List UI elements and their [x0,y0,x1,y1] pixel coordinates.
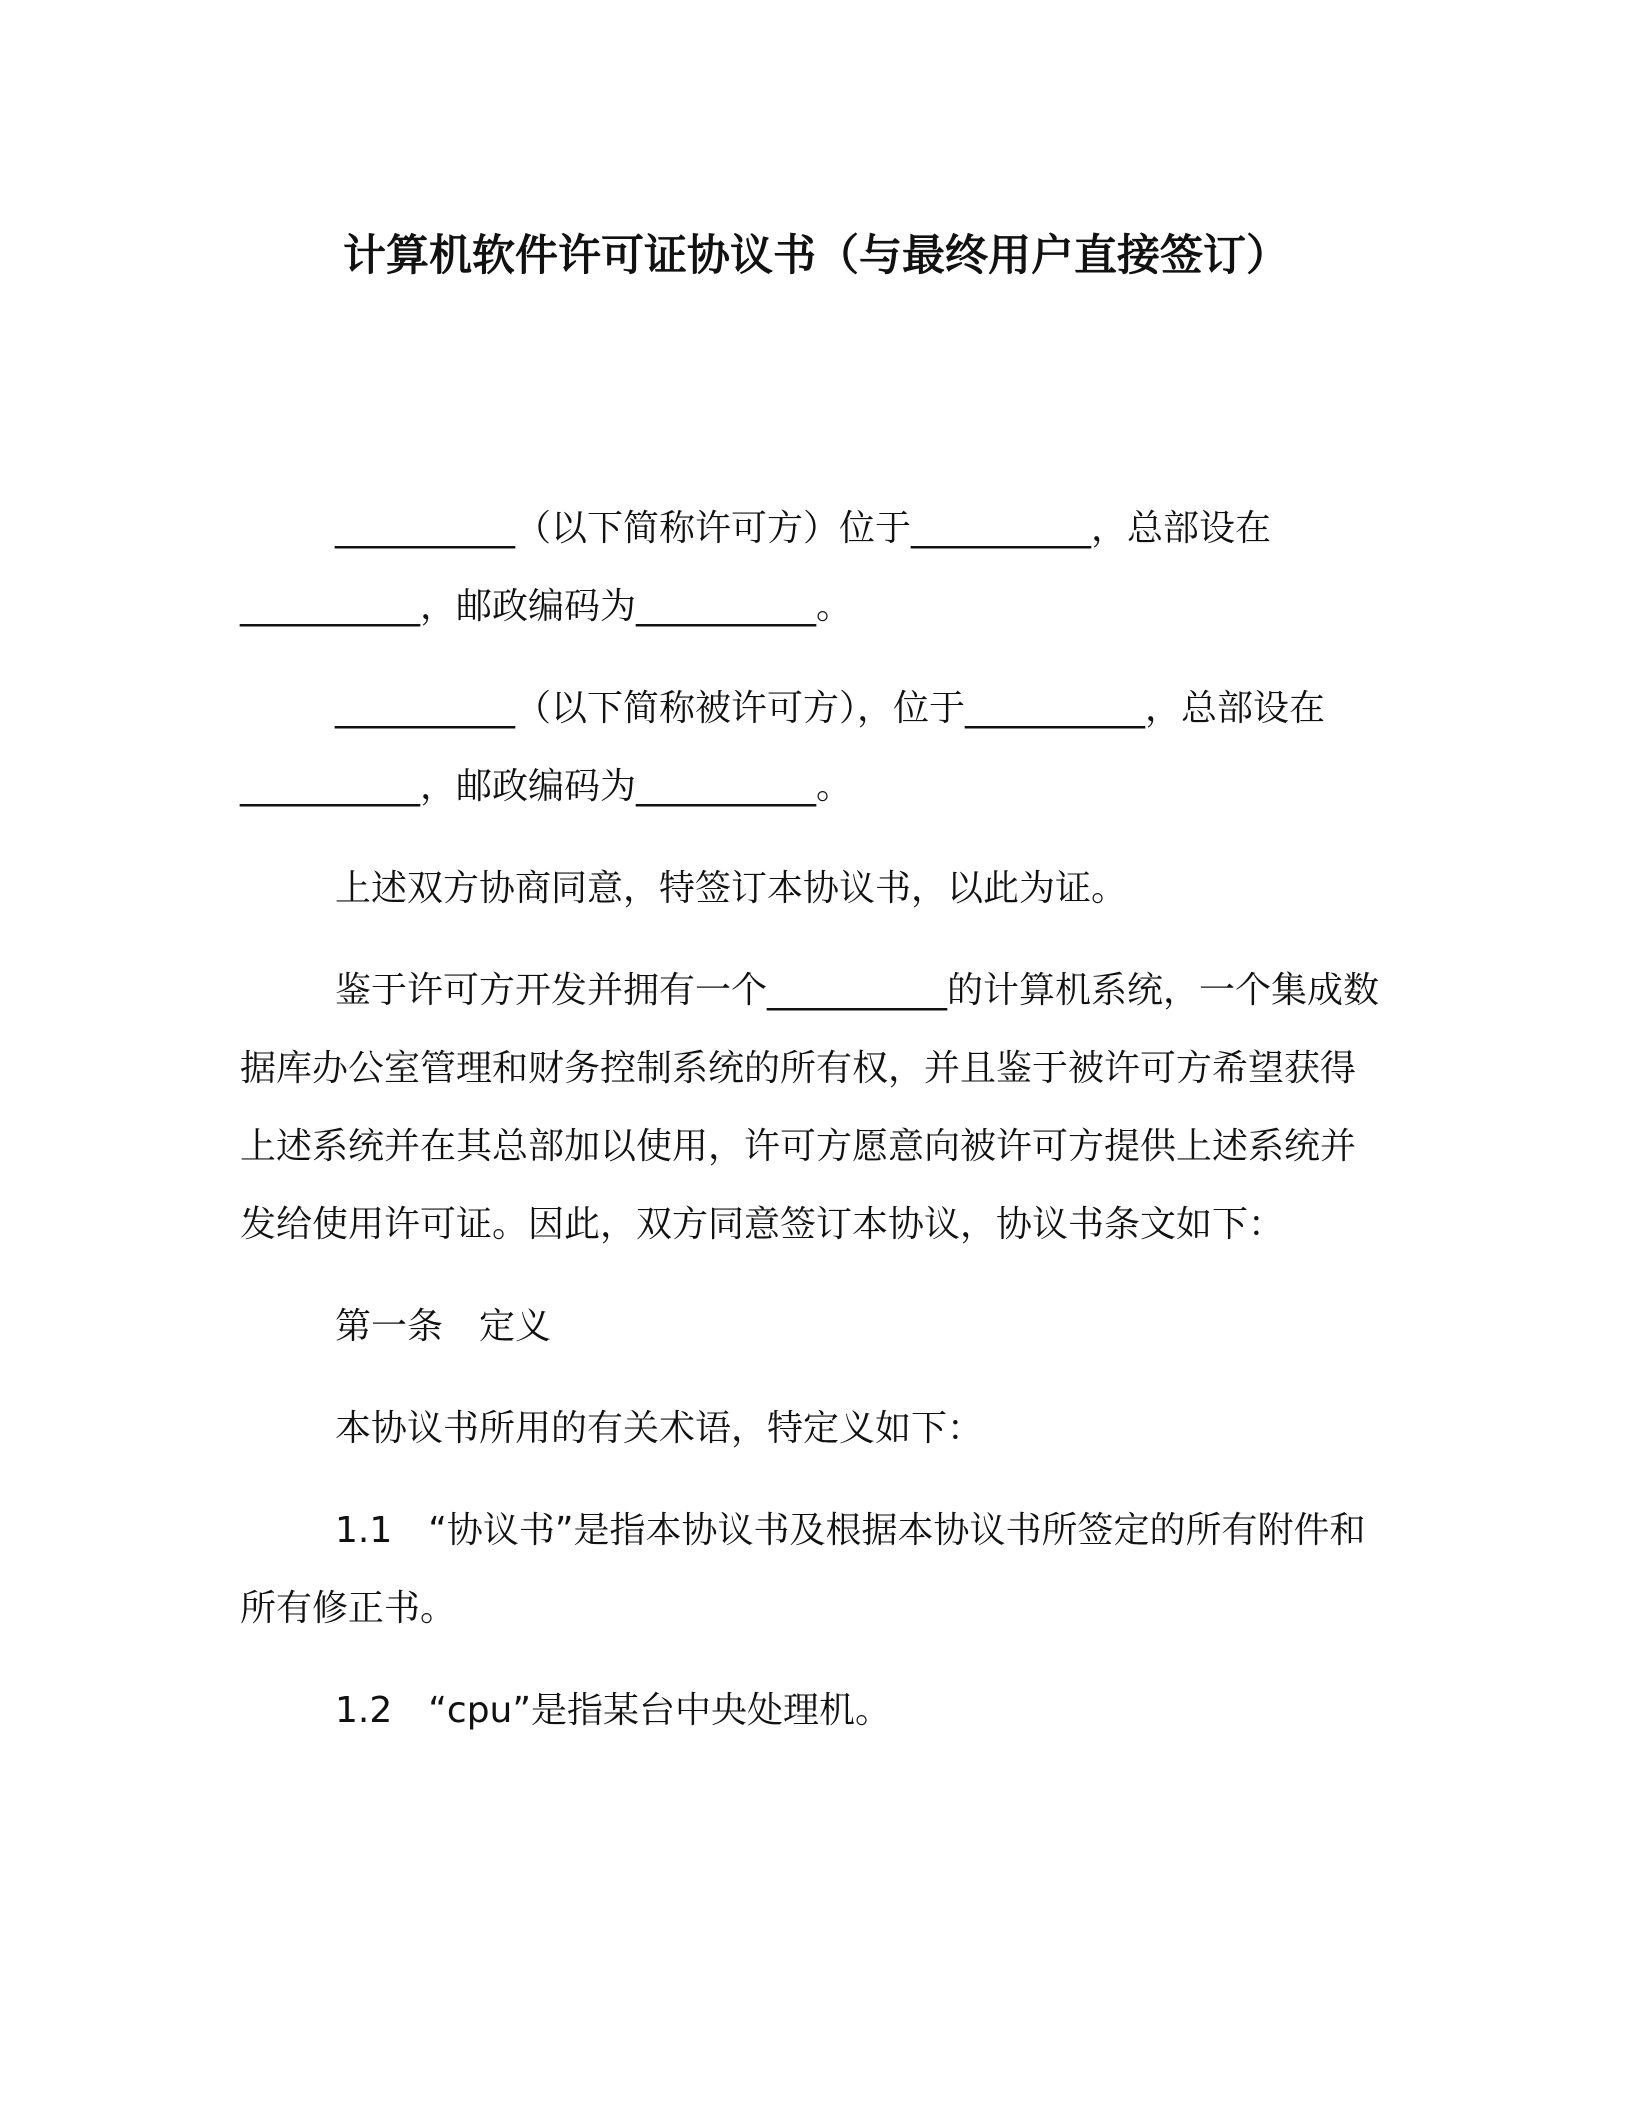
document-title: 计算机软件许可证协议书（与最终用户直接签订） [343,231,1289,281]
recital-paragraph: 鉴于许可方开发并拥有一个__________的计算机系统，一个集成数据库办公室管理和财务控制系统的所有权，并且鉴于被许可方希望获得上述系统并在其总部加以使用，许可方愿意向被许可方提供上述系统并发给使用许可证。因此，双方同意签订本协议，协议书条文如下： [240,970,1380,1245]
document-body [240,490,1380,1774]
licensor-paragraph: __________（以下简称许可方）位于__________，总部设在__________，邮政编码为__________。 [240,508,1272,627]
definition-1-2: 1.2 “cpu”是指某台中央处理机。 [335,1690,892,1731]
article-heading: 第一条 定义 [335,1306,552,1347]
agreement-statement: 上述双方协商同意，特签订本协议书，以此为证。 [335,868,1128,909]
definitions-intro: 本协议书所用的有关术语，特定义如下： [335,1408,984,1449]
licensee-paragraph: __________（以下简称被许可方），位于__________，总部设在__________，邮政编码为__________。 [240,688,1326,807]
definition-1-1: 1.1 “协议书”是指本协议书及根据本协议书所签定的所有附件和所有修正书。 [240,1510,1366,1629]
